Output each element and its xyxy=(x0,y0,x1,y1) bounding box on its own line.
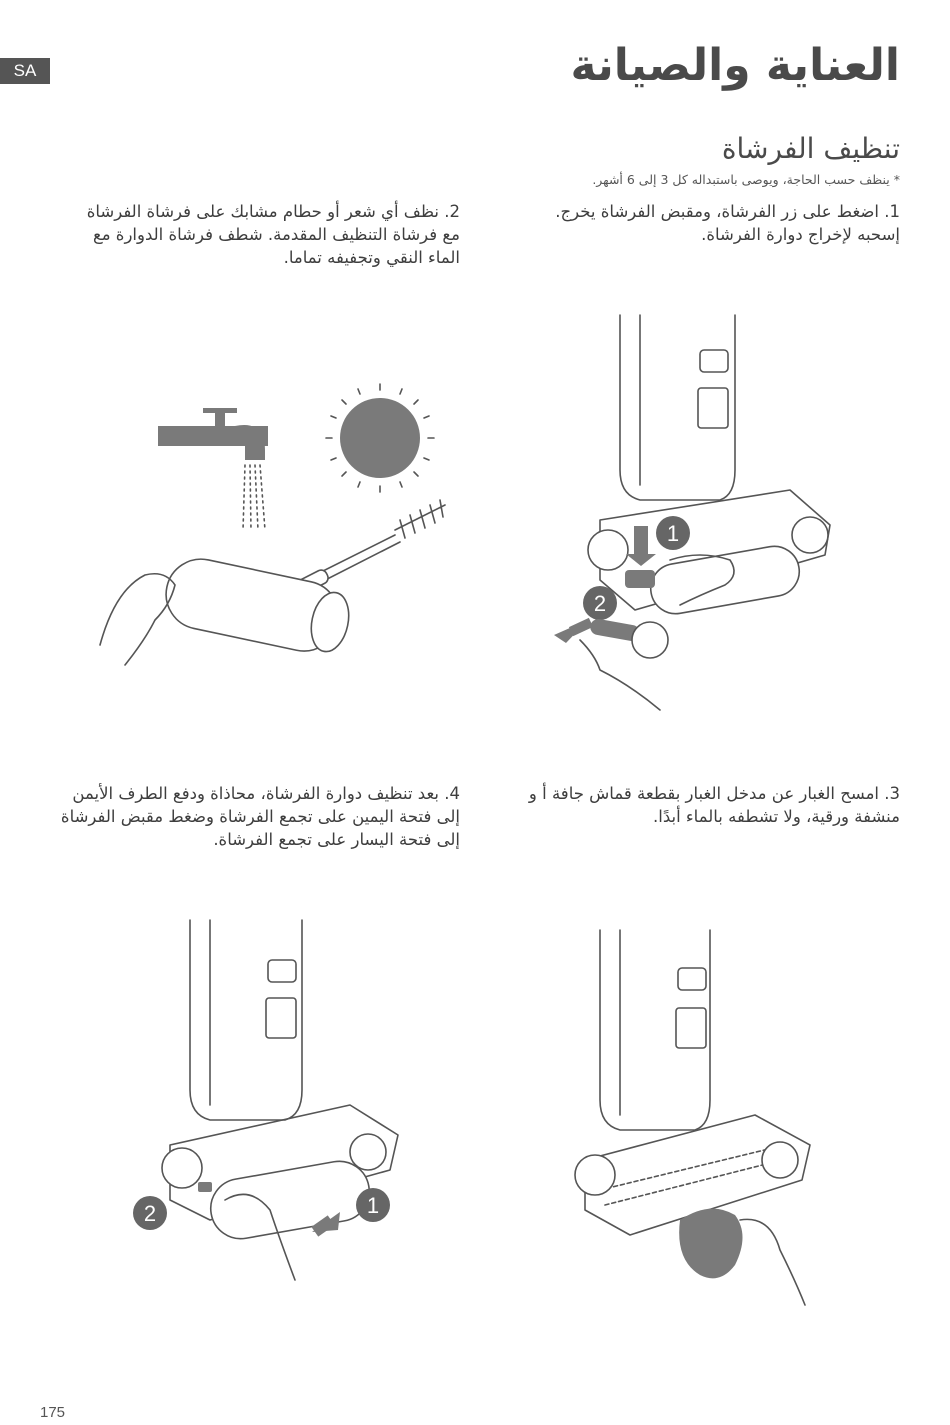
illustration-reinsert-brush xyxy=(130,920,420,1290)
replacement-note: * ينظف حسب الحاجة، ويوصى باستبداله كل 3 إلى 6 أشهر. xyxy=(592,172,900,187)
water-tap-icon xyxy=(158,408,268,530)
callout-2-reinsert: 2 xyxy=(143,1201,157,1226)
callout-1-reinsert: 1 xyxy=(366,1193,380,1218)
page-title: العناية والصيانة xyxy=(570,40,900,91)
illustration-wipe-inlet xyxy=(570,930,840,1310)
section-title: تنظيف الفرشاة xyxy=(721,132,900,165)
sun-icon xyxy=(326,384,434,492)
page-number: 175 xyxy=(40,1404,66,1421)
callout-1: 1 xyxy=(666,521,680,546)
language-badge: SA xyxy=(0,58,50,84)
step-4-text: 4. بعد تنظيف دوارة الفرشاة، محاذاة ودفع الطرف الأيمن إلى فتحة اليمين على تجمع الفرشاة وضغط مقبض الفرشاة إلى فتحة اليسار على تجمع الفرشاة. xyxy=(60,784,460,849)
illustration-remove-brush xyxy=(540,310,850,720)
callout-2: 2 xyxy=(593,591,607,616)
step-3-text: 3. امسح الغبار عن مدخل الغبار بقطعة قماش جافة أ و منشفة ورقية، ولا تشطفه بالماء أبدًا. xyxy=(528,784,900,826)
step-1-text: 1. اضغط على زر الفرشاة، ومقبض الفرشاة يخرج. إسحبه لإخراج دوارة الفرشاة. xyxy=(555,202,900,244)
step-2-text: 2. نظف أي شعر أو حطام مشابك على فرشاة الفرشاة مع فرشاة التنظيف المقدمة. شطف فرشاة الدوارة مع الماء النقي وتجفيفه تماما. xyxy=(86,202,460,267)
illustration-clean-brush xyxy=(95,390,455,680)
